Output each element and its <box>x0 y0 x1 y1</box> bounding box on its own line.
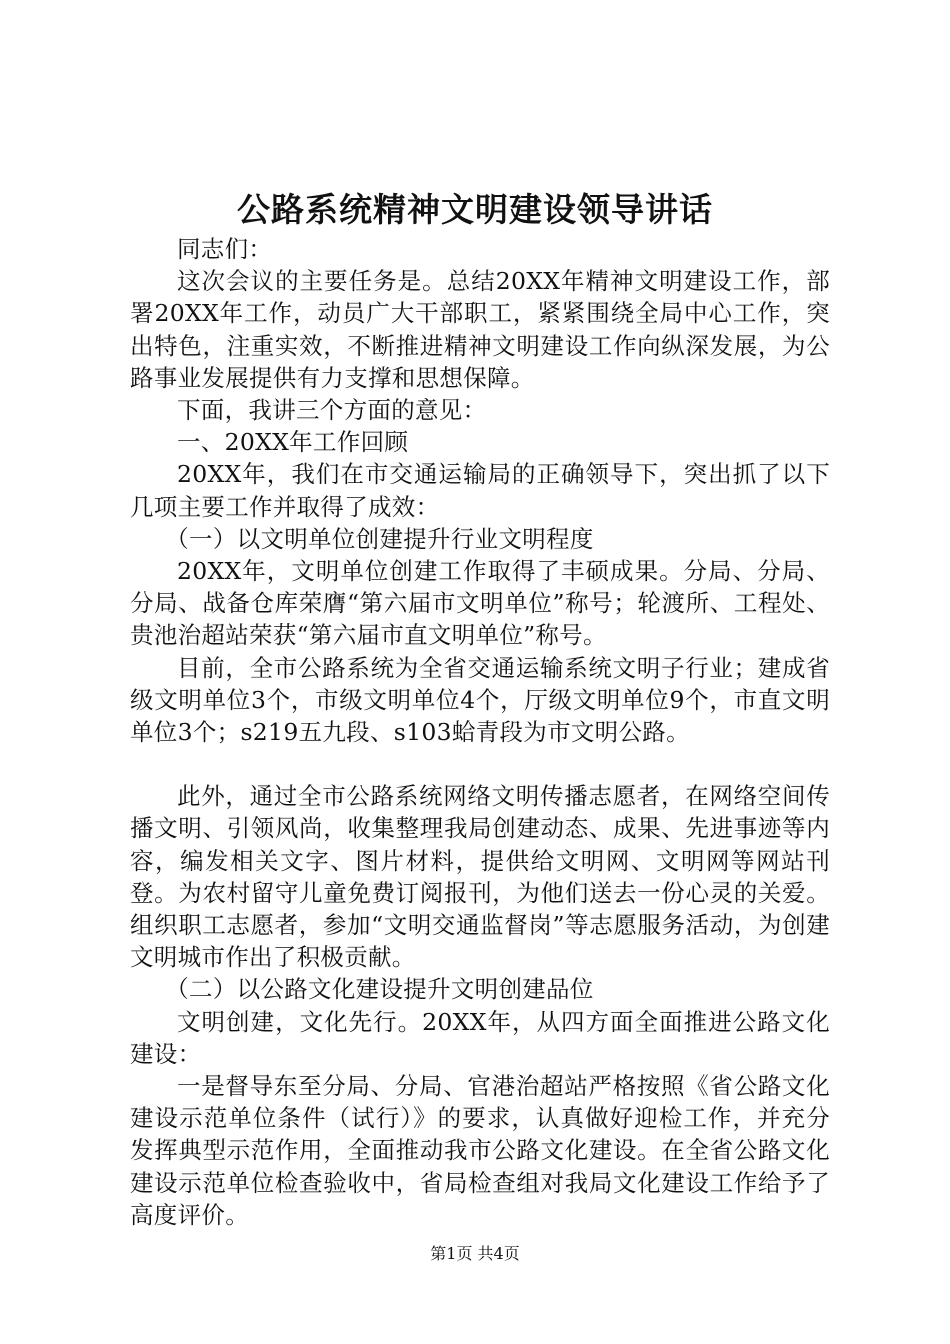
document-body <box>130 233 830 1231</box>
paragraph-culture-first-point: 一是督导东至分局、分局、官港治超站严格按照《省公路文化建设示范单位条件（试行）》的要求，认真做好迎检工作，并充分发挥典型示范作用，全面推动我市公路文化建设。在全省公路文化建设示范单位检查验收中，省局检查组对我局文化建设工作给予了高度评价。 <box>130 1072 830 1229</box>
paragraph-salutation: 同志们： <box>177 235 273 263</box>
section-heading-review: 一、20XX年工作回顾 <box>177 428 409 457</box>
paragraph-review-summary: 20XX年，我们在市交通运输局的正确领导下，突出抓了以下几项主要工作并取得了成效： <box>130 460 830 521</box>
paragraph-meeting-tasks: 这次会议的主要任务是。总结20XX年精神文明建设工作，部署20XX年工作，动员广大干部职工，紧紧围绕全局中心工作，突出特色，注重实效，不断推进精神文明建设工作向纵深发展，为公路事业发展提供有力支撑和思想保障。 <box>130 267 830 392</box>
paragraph-intro: 下面，我讲三个方面的意见： <box>177 396 487 425</box>
paragraph-current-status: 目前，全市公路系统为全省交通运输系统文明子行业；建成省级文明单位3个，市级文明单位4个，厅级文明单位9个，市直文明单位3个；s219五九段、s103蛤青段为市文明公路。 <box>130 653 830 747</box>
paragraph-culture-intro: 文明创建，文化先行。20XX年，从四方面全面推进公路文化建设： <box>130 1007 830 1068</box>
paragraph-unit-achievements: 20XX年，文明单位创建工作取得了丰硕成果。分局、分局、分局、战备仓库荣膺“第六届市文明单位”称号；轮渡所、工程处、贵池治超站荣获“第六届市直文明单位”称号。 <box>130 557 830 650</box>
subsection-heading-civilized-units: （一）以文明单位创建提升行业文明程度 <box>165 524 594 553</box>
page-footer: 第1页 共4页 <box>430 1244 520 1263</box>
document-title: 公路系统精神文明建设领导讲话 <box>237 190 713 229</box>
paragraph-volunteers: 此外，通过全市公路系统网络文明传播志愿者，在网络空间传播文明、引领风尚，收集整理我局创建动态、成果、先进事迹等内容，编发相关文字、图片材料，提供给文明网、文明网等网站刊登。为农村留守儿童免费订阅报刊，为他们送去一份心灵的关爱。组织职工志愿者，参加“文明交通监督岗”等志愿服务活动，为创建文明城市作出了积极贡献。 <box>130 782 830 972</box>
subsection-heading-road-culture: （二）以公路文化建设提升文明创建品位 <box>165 975 594 1004</box>
